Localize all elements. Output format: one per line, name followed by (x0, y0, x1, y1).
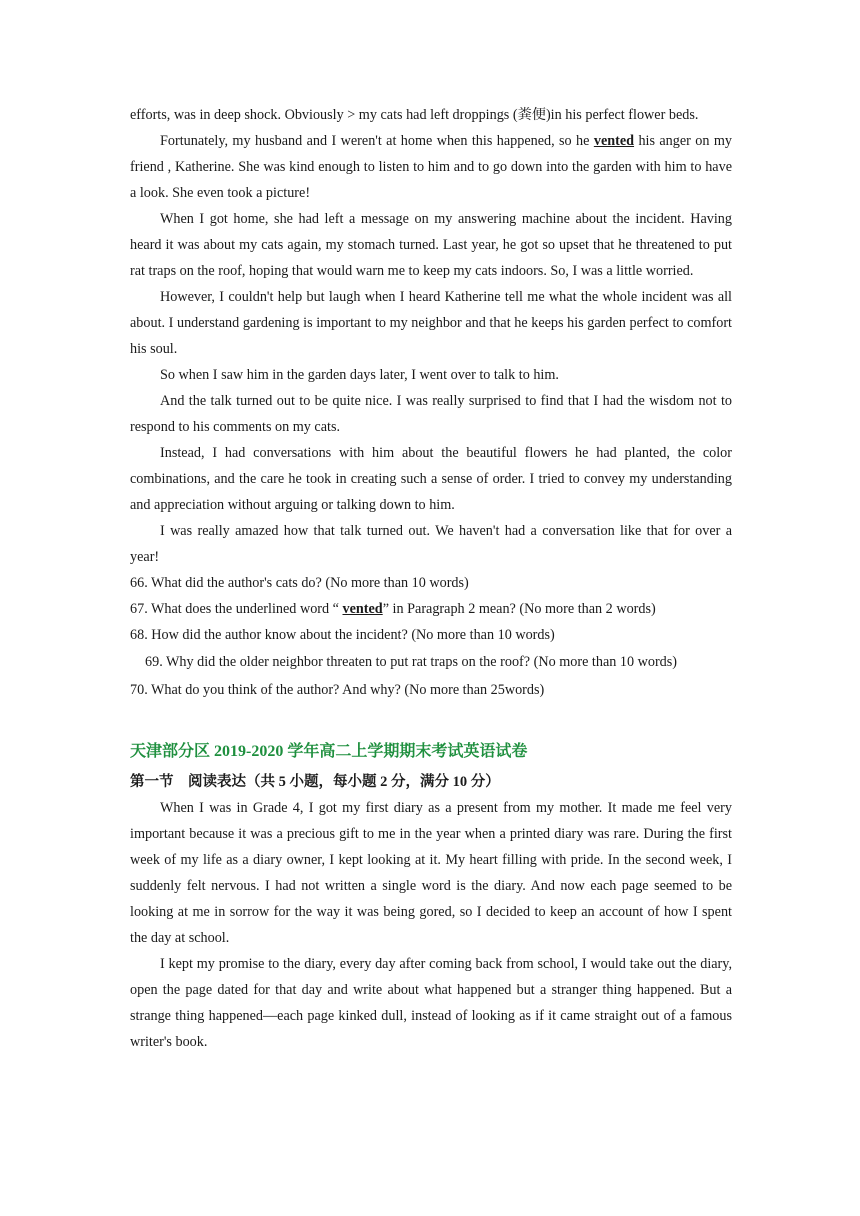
question-69: 69. Why did the older neighbor threaten to put rat traps on the roof? (No more than 10 words) (145, 654, 678, 670)
paragraph: Instead, I had conversations with him about the beautiful flowers he had planted, the color combinations, and the care he took in creating such a sense of order. I tried to convey my understanding and appreciation without arguing or talking down to him. (130, 445, 732, 513)
question-67 (130, 596, 732, 622)
paragraph: I kept my promise to the diary, every day after coming back from school, I would take out the diary, open the page dated for that day and write about what happened but a stranger thing happened. But a strange thing happened—each page kinked dull, instead of looking as if it came straight out of a famous writer's book. (130, 956, 732, 1050)
paragraph: I was really amazed how that talk turned out. We haven't had a conversation like that for over a year! (130, 523, 732, 565)
question-68: 68. How did the author know about the incident? (No more than 10 words) (130, 627, 555, 643)
underlined-word: vented (342, 601, 383, 617)
section-subtitle: 第一节 阅读表达（共 5 小题，每小题 2 分，满分 10 分） (130, 774, 500, 790)
paragraph: So when I saw him in the garden days later, I went over to talk to him. (160, 367, 559, 383)
section-title: 天津部分区 2019-2020 学年高二上学期期末考试英语试卷 (130, 743, 528, 760)
paragraph-text: Fortunately, my husband and I weren't at home when this happened, so he (160, 133, 594, 149)
document-content (130, 102, 732, 1055)
question-text: 67. What does the underlined word “ (130, 601, 343, 617)
paragraph: And the talk turned out to be quite nice. I was really surprised to find that I had the wisdom not to respond to his comments on my cats. (130, 393, 732, 435)
question-70: 70. What do you think of the author? And why? (No more than 25words) (130, 682, 545, 698)
paragraph-continuation: efforts, was in deep shock. Obviously > my cats had left droppings (粪便)in his perfect flower beds. (130, 107, 699, 123)
paragraph-vented (130, 128, 732, 206)
underlined-word: vented (593, 133, 635, 149)
paragraph: However, I couldn't help but laugh when I heard Katherine tell me what the whole incident was all about. I understand gardening is important to my neighbor and that he keeps his garden perfect to comfort his soul. (130, 289, 732, 357)
question-66: 66. What did the author's cats do? (No more than 10 words) (130, 575, 469, 591)
paragraph: When I got home, she had left a message on my answering machine about the incident. Having heard it was about my cats again, my stomach turned. Last year, he got so upset that he threatened to put rat traps on the roof, hoping that would warn me to keep my cats indoors. So, I was a little worried. (130, 211, 732, 279)
paragraph: When I was in Grade 4, I got my first diary as a present from my mother. It made me feel very important because it was a precious gift to me in the year when a printed diary was rare. During the first week of my life as a diary owner, I kept looking at it. My heart filling with pride. In the second week, I suddenly felt nervous. I had not written a single word is the diary. And now each page seemed to be looking at me in sorrow for the way it was being gored, so I decided to keep an account of how I spent the day at school. (130, 800, 732, 946)
paragraph-text: his anger on my friend , Katherine. She was kind enough to listen to him and to go down into the garden with him to have a look. She even took a picture! (130, 133, 733, 201)
question-text: ” in Paragraph 2 mean? (No more than 2 words) (382, 601, 656, 617)
